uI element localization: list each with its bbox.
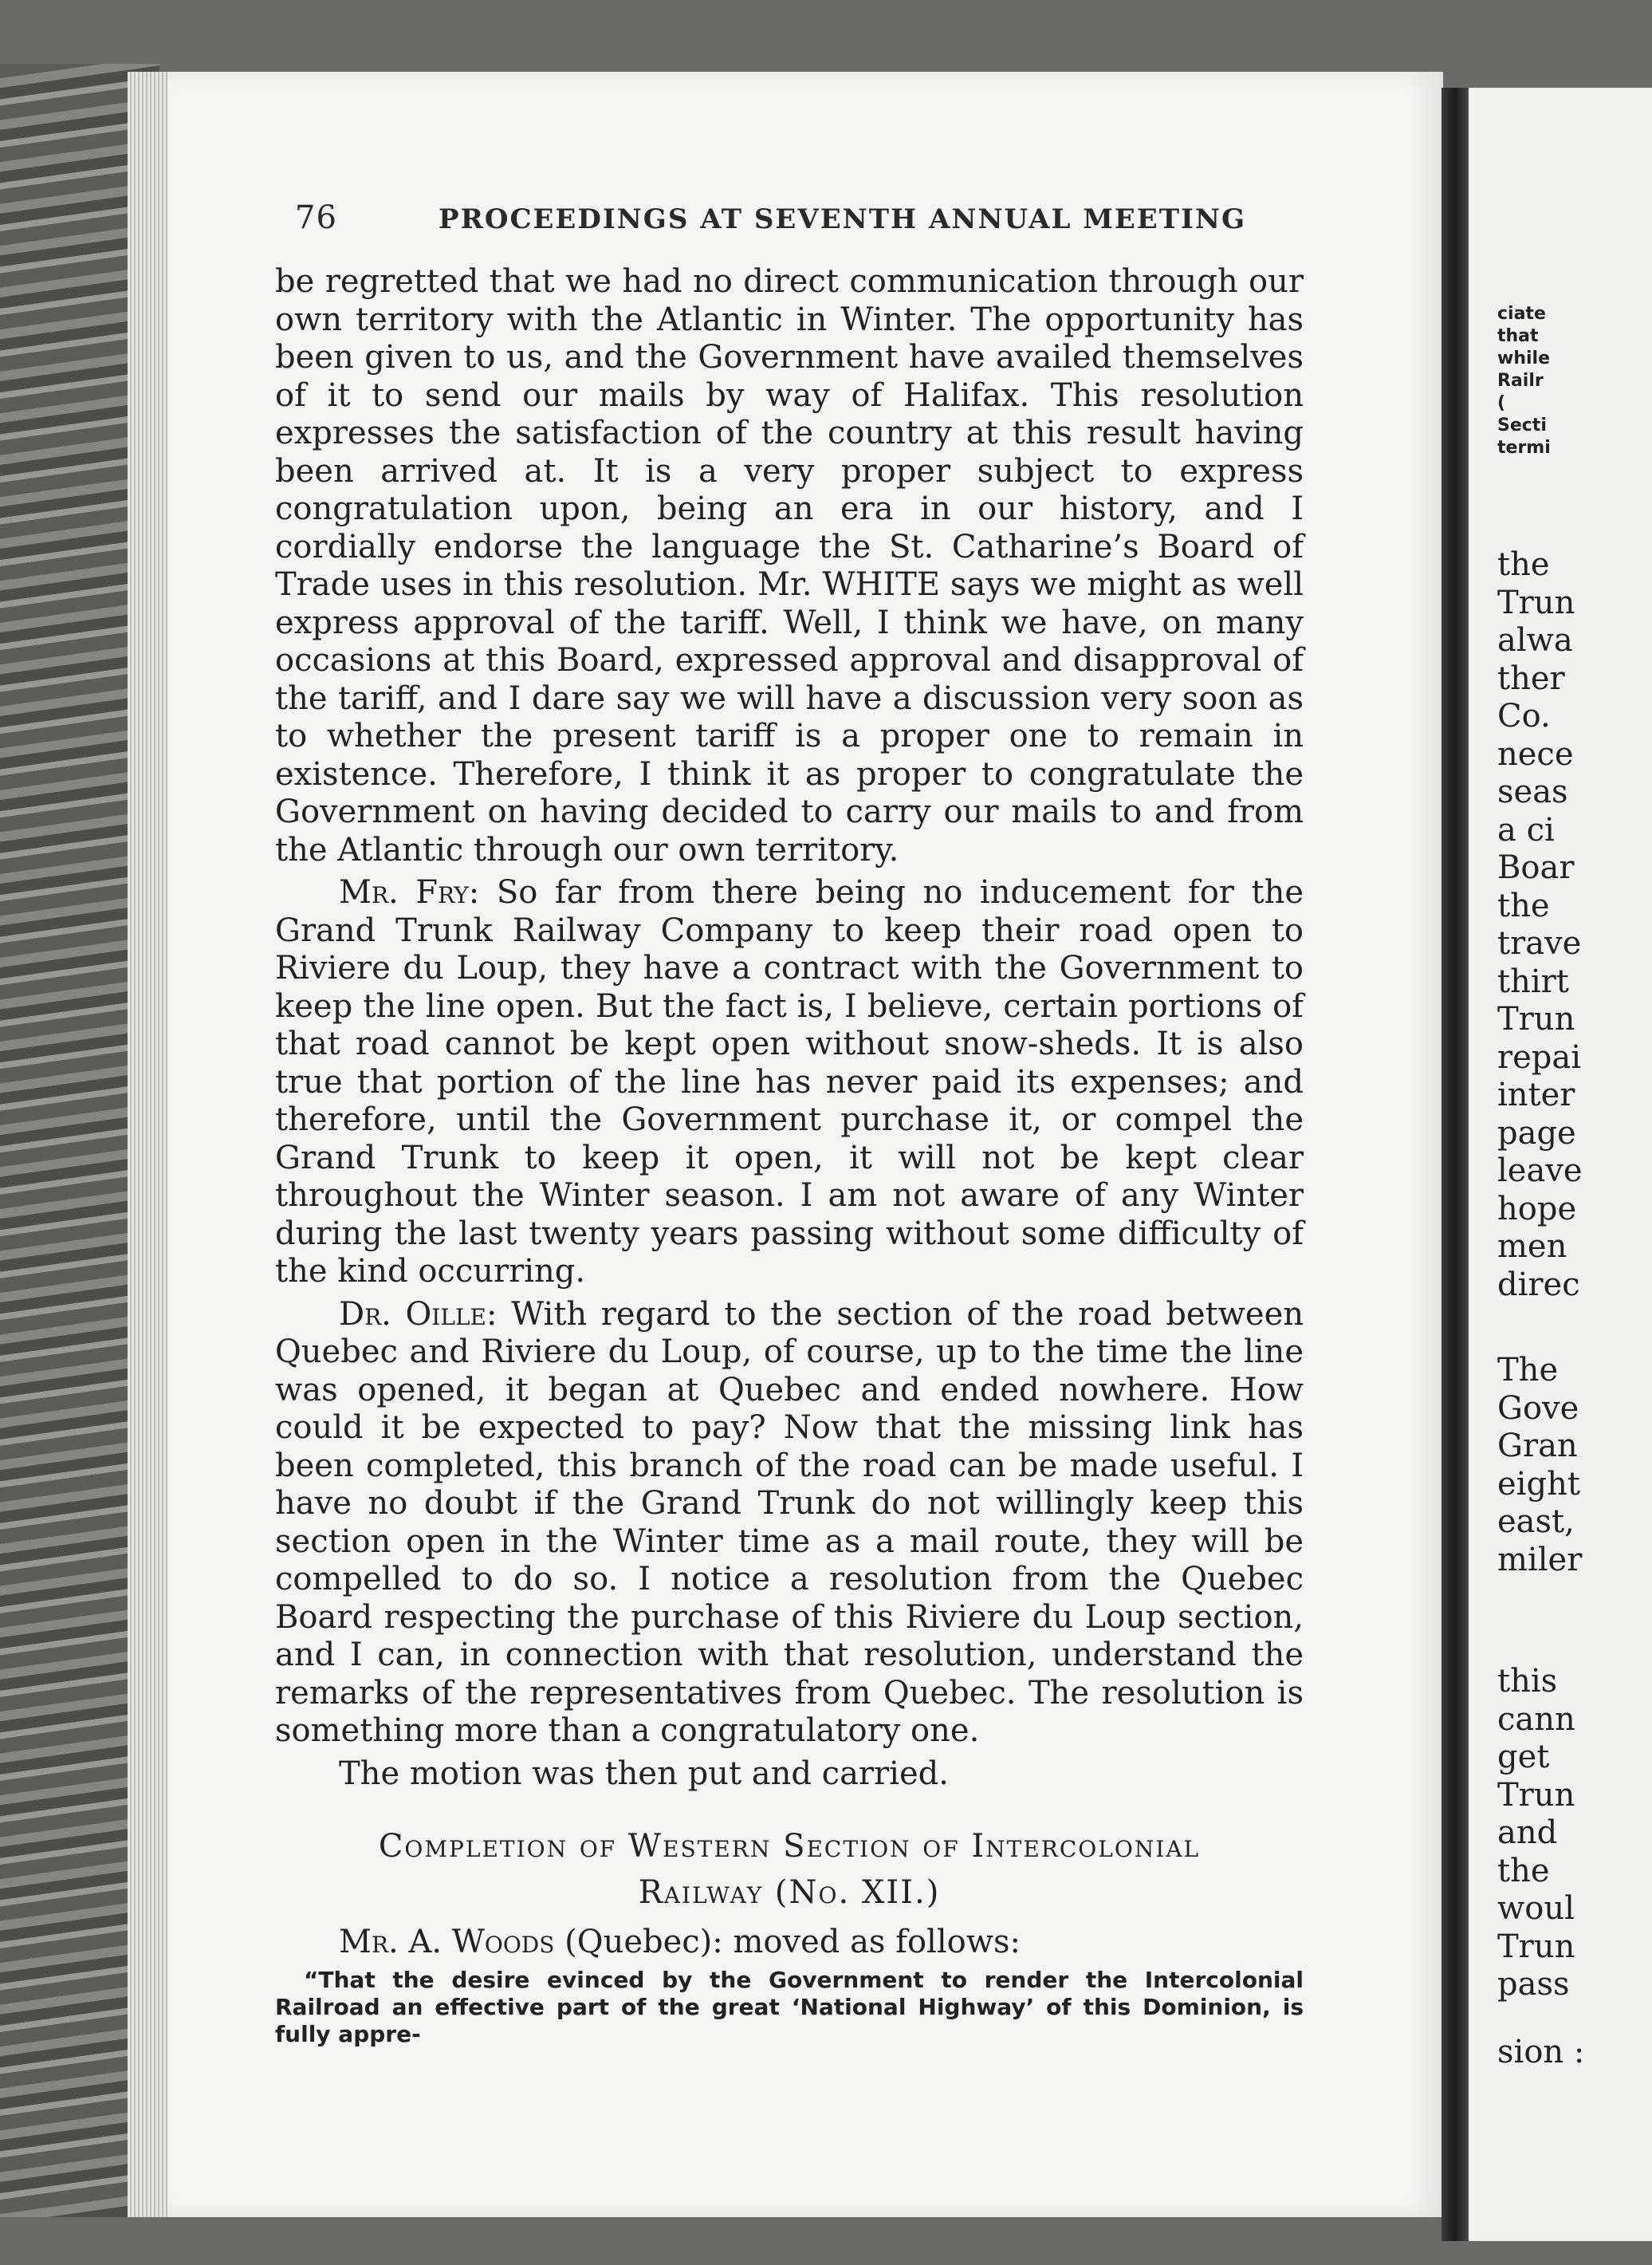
body-text xyxy=(275,263,1304,2053)
text-fragment: men xyxy=(1497,1228,1567,1265)
right-page xyxy=(1469,88,1652,2241)
book-gutter xyxy=(1442,88,1469,2241)
text-fragment: termi xyxy=(1497,438,1551,458)
text-fragment: repai xyxy=(1497,1038,1582,1076)
quoted-resolution: “That the desire evinced by the Government to render the Intercolonial Railroad an effective part of the great ‘National Highway’ of this Dominion, is fully appre- xyxy=(275,1966,1304,2047)
text-fragment: Railr xyxy=(1497,371,1544,391)
right-page-text-block xyxy=(1497,2034,1584,2072)
section-heading xyxy=(275,1823,1304,1916)
text-fragment: that xyxy=(1497,326,1539,346)
text-fragment: inter xyxy=(1497,1077,1575,1113)
text-fragment: direc xyxy=(1497,1266,1580,1303)
paragraph xyxy=(275,1296,1304,1751)
text-fragment: ciate xyxy=(1497,304,1546,324)
text-fragment: Secti xyxy=(1497,416,1547,435)
right-page-text-block xyxy=(1497,1352,1582,1579)
text-fragment: sion : xyxy=(1497,2034,1585,2070)
paragraph-text: : With regard to the section of the road between Quebec and Riviere du Loup, of course, up to the time the line was opened, it began at Quebec and ended nowhere. How could it be expected to pay? Now that the missing link has been completed, this branch of the road can be made useful. I have no doubt if the Grand Trunk do not willingly keep this section open in the Winter time as a mail route, they will be compelled to do so. I notice a resolution from the Quebec Board respecting the purchase of this Riviere du Loup section, and I can, in connection with that resolution, understand the remarks of the representatives from Quebec. The resolution is something more than a congratulatory one. xyxy=(275,1295,1304,1749)
paragraph-text: : So far from there being no inducement for the Grand Trunk Railway Company to keep their road open to Riviere du Loup, they have a contract with the Government to keep the line open. But the fact is, I believe, certain portions of that road cannot be kept open without snow-sheds. It is also true that portion of the line has never paid its expenses; and therefore, until the Government purchase it, or compel the Grand Trunk to keep it open, it will not be kept clear throughout the Winter season. I am not aware of any Winter during the last twenty years passing without some difficulty of the kind occurring. xyxy=(275,874,1304,1290)
text-fragment: while xyxy=(1497,349,1550,368)
text-fragment: woul xyxy=(1497,1890,1575,1927)
text-fragment: Trun xyxy=(1497,1928,1575,1965)
right-page-text-block xyxy=(1497,1663,1575,2004)
text-fragment: Gove xyxy=(1497,1389,1579,1427)
text-fragment: alwa xyxy=(1497,622,1573,659)
section-heading-line: Railway (No. XII.) xyxy=(638,1874,941,1911)
right-page-small-text xyxy=(1497,303,1551,459)
text-fragment: miler xyxy=(1497,1541,1583,1578)
text-fragment: Co. xyxy=(1497,698,1551,735)
text-fragment: Trun xyxy=(1497,1776,1575,1814)
text-fragment: eight xyxy=(1497,1465,1580,1503)
text-fragment: cann xyxy=(1497,1700,1575,1738)
section-heading-line: Completion of Western Section of Intercolonial xyxy=(378,1828,1201,1865)
text-fragment: and xyxy=(1497,1814,1558,1851)
text-fragment: ther xyxy=(1497,660,1565,697)
text-fragment: seas xyxy=(1497,774,1568,810)
text-fragment: pass xyxy=(1497,1966,1570,2003)
text-fragment: the xyxy=(1497,887,1550,924)
text-fragment: trave xyxy=(1497,925,1582,962)
text-fragment: east, xyxy=(1497,1503,1575,1540)
paragraph: The motion was then put and carried. xyxy=(339,1755,949,1792)
text-fragment: the xyxy=(1497,546,1550,583)
page-number: 76 xyxy=(295,199,337,236)
text-fragment: a ci xyxy=(1497,811,1555,849)
speaker-name: Dr. Oille xyxy=(339,1295,486,1333)
right-page-text-block xyxy=(1497,546,1583,1304)
running-head: PROCEEDINGS AT SEVENTH ANNUAL MEETING xyxy=(439,203,1247,235)
text-fragment: this xyxy=(1497,1663,1558,1700)
text-fragment: leave xyxy=(1497,1152,1583,1189)
page-header xyxy=(295,199,1300,236)
text-fragment: get xyxy=(1497,1739,1550,1775)
text-fragment: Gran xyxy=(1497,1428,1578,1464)
text-fragment: hope xyxy=(1497,1190,1577,1227)
text-fragment: nece xyxy=(1497,735,1574,773)
text-fragment: Boar xyxy=(1497,849,1575,886)
text-fragment: the xyxy=(1497,1852,1550,1889)
text-fragment: thirt xyxy=(1497,963,1569,1000)
text-fragment: page xyxy=(1497,1114,1576,1152)
speaker-name: Mr. Fry xyxy=(339,874,469,911)
text-fragment: The xyxy=(1497,1352,1559,1389)
paragraph xyxy=(275,874,1304,1291)
text-fragment: ( xyxy=(1497,393,1506,413)
paragraph-text: (Quebec): moved as follows: xyxy=(554,1924,1021,1960)
speaker-name: Mr. A. Woods xyxy=(339,1924,555,1960)
paragraph: be regretted that we had no direct communication through our own territory with the Atlantic in Winter. The opportunity has been given to us, and the Government have availed themselves of it to send our mails by way of Halifax. This resolution expresses the satisfaction of the country at this result having been arrived at. It is a very proper subject to express congratulation upon, being an era in our history, and I cordially endorse the language the St. Catharine’s Board of Trade uses in this resolution. Mr. WHITE says we might as well express approval of the tariff. Well, I think we have, on many occasions at this Board, expressed approval and disapproval of the tariff, and I dare say we will have a discussion very soon as to whether the present tariff is a proper one to remain in existence. Therefore, I think it as proper to congratulate the Government on having decided to carry our mails to and from the Atlantic through our own territory. xyxy=(275,263,1304,869)
paragraph xyxy=(275,1924,1304,1962)
text-fragment: Trun xyxy=(1497,1001,1575,1038)
text-fragment: Trun xyxy=(1497,584,1575,621)
